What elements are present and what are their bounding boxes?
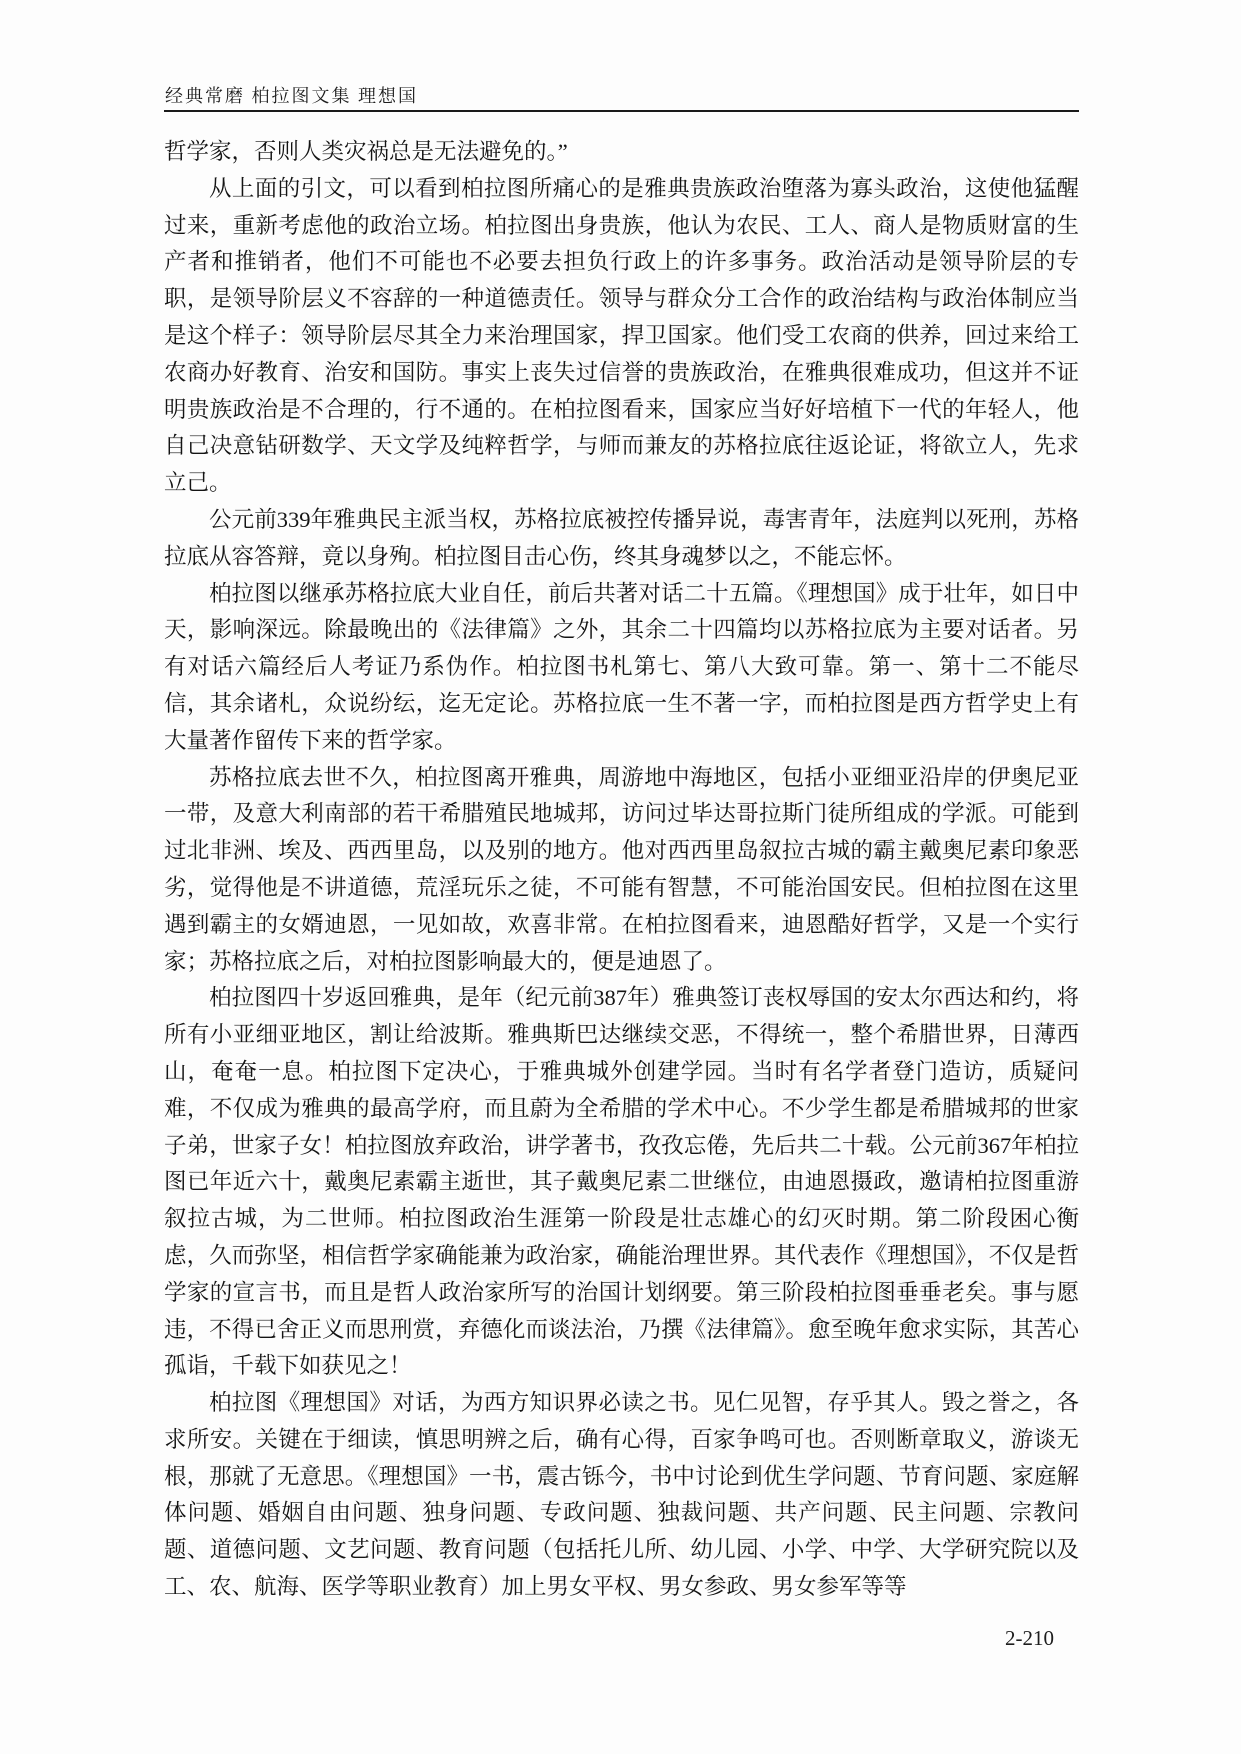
body-paragraph: 柏拉图以继承苏格拉底大业自任，前后共著对话二十五篇。《理想国》成于壮年，如日中天，影响深远。除最晚出的《法律篇》之外，其余二十四篇均以苏格拉底为主要对话者。另有对话六篇经后人考证乃系伪作。柏拉图书札第七、第八大致可靠。第一、第十二不能尽信，其余诸札，众说纷纭，迄无定论。苏格拉底一生不著一字，而柏拉图是西方哲学史上有大量著作留传下来的哲学家。	[164, 580, 1079, 753]
page-footer	[164, 1626, 1054, 1651]
page-body	[164, 134, 1079, 1606]
running-header-title: 经典常磨 柏拉图文集 理想国	[165, 86, 418, 106]
body-paragraph: 柏拉图《理想国》对话，为西方知识界必读之书。见仁见智，存乎其人。毁之誉之，各求所安。关键在于细读，慎思明辨之后，确有心得，百家争鸣可也。否则断章取义，游谈无根，那就了无意思。《理想国》一书，震古铄今，书中讨论到优生学问题、节育问题、家庭解体问题、婚姻自由问题、独身问题、专政问题、独裁问题、共产问题、民主问题、宗教问题、道德问题、文艺问题、教育问题（包括托儿所、幼儿园、小学、中学、大学研究院以及工、农、航海、医学等职业教育）加上男女平权、男女参政、男女参军等等	[164, 1390, 1079, 1600]
page-number: 2-210	[1005, 1626, 1054, 1650]
body-paragraph: 哲学家，否则人类灾祸总是无法避免的。”	[164, 139, 568, 164]
body-paragraph: 公元前339年雅典民主派当权，苏格拉底被控传播异说，毒害青年，法庭判以死刑，苏格拉底从容答辩，竟以身殉。柏拉图目击心伤，终其身魂梦以之，不能忘怀。	[164, 506, 1079, 569]
body-paragraph: 苏格拉底去世不久，柏拉图离开雅典，周游地中海地区，包括小亚细亚沿岸的伊奥尼亚一带，及意大利南部的若干希腊殖民地城邦，访问过毕达哥拉斯门徒所组成的学派。可能到过北非洲、埃及、西西里岛，以及别的地方。他对西西里岛叙拉古城的霸主戴奥尼素印象恶劣，觉得他是不讲道德，荒淫玩乐之徒，不可能有智慧，不可能治国安民。但柏拉图在这里遇到霸主的女婿迪恩，一见如故，欢喜非常。在柏拉图看来，迪恩酷好哲学，又是一个实行家；苏格拉底之后，对柏拉图影响最大的，便是迪恩了。	[164, 764, 1079, 974]
body-paragraph: 从上面的引文，可以看到柏拉图所痛心的是雅典贵族政治堕落为寡头政治，这使他猛醒过来，重新考虑他的政治立场。柏拉图出身贵族，他认为农民、工人、商人是物质财富的生产者和推销者，他们不可能也不必要去担负行政上的许多事务。政治活动是领导阶层的专职，是领导阶层义不容辞的一种道德责任。领导与群众分工合作的政治结构与政治体制应当是这个样子：领导阶层尽其全力来治理国家，捍卫国家。他们受工农商的供养，回过来给工农商办好教育、治安和国防。事实上丧失过信誉的贵族政治，在雅典很难成功，但这并不证明贵族政治是不合理的，行不通的。在柏拉图看来，国家应当好好培植下一代的年轻人，他自己决意钻研数学、天文学及纯粹哲学，与师而兼友的苏格拉底往返论证，将欲立人，先求立己。	[164, 175, 1079, 496]
body-paragraph: 柏拉图四十岁返回雅典，是年（纪元前387年）雅典签订丧权辱国的安太尔西达和约，将所有小亚细亚地区，割让给波斯。雅典斯巴达继续交恶，不得统一，整个希腊世界，日薄西山，奄奄一息。柏拉图下定决心，于雅典城外创建学园。当时有名学者登门造访，质疑问难，不仅成为雅典的最高学府，而且蔚为全希腊的学术中心。不少学生都是希腊城邦的世家子弟，世家子女！柏拉图放弃政治，讲学著书，孜孜忘倦，先后共二十载。公元前367年柏拉图已年近六十，戴奥尼素霸主逝世，其子戴奥尼素二世继位，由迪恩摄政，邀请柏拉图重游叙拉古城，为二世师。柏拉图政治生涯第一阶段是壮志雄心的幻灭时期。第二阶段困心衡虑，久而弥坚，相信哲学家确能兼为政治家，确能治理世界。其代表作《理想国》，不仅是哲学家的宣言书，而且是哲人政治家所写的治国计划纲要。第三阶段柏拉图垂垂老矣。事与愿违，不得已舍正义而思刑赏，弃德化而谈法治，乃撰《法律篇》。愈至晚年愈求实际，其苦心孤诣，千载下如获见之！	[164, 985, 1079, 1379]
header-rule	[164, 110, 1079, 112]
running-header	[165, 82, 1079, 108]
